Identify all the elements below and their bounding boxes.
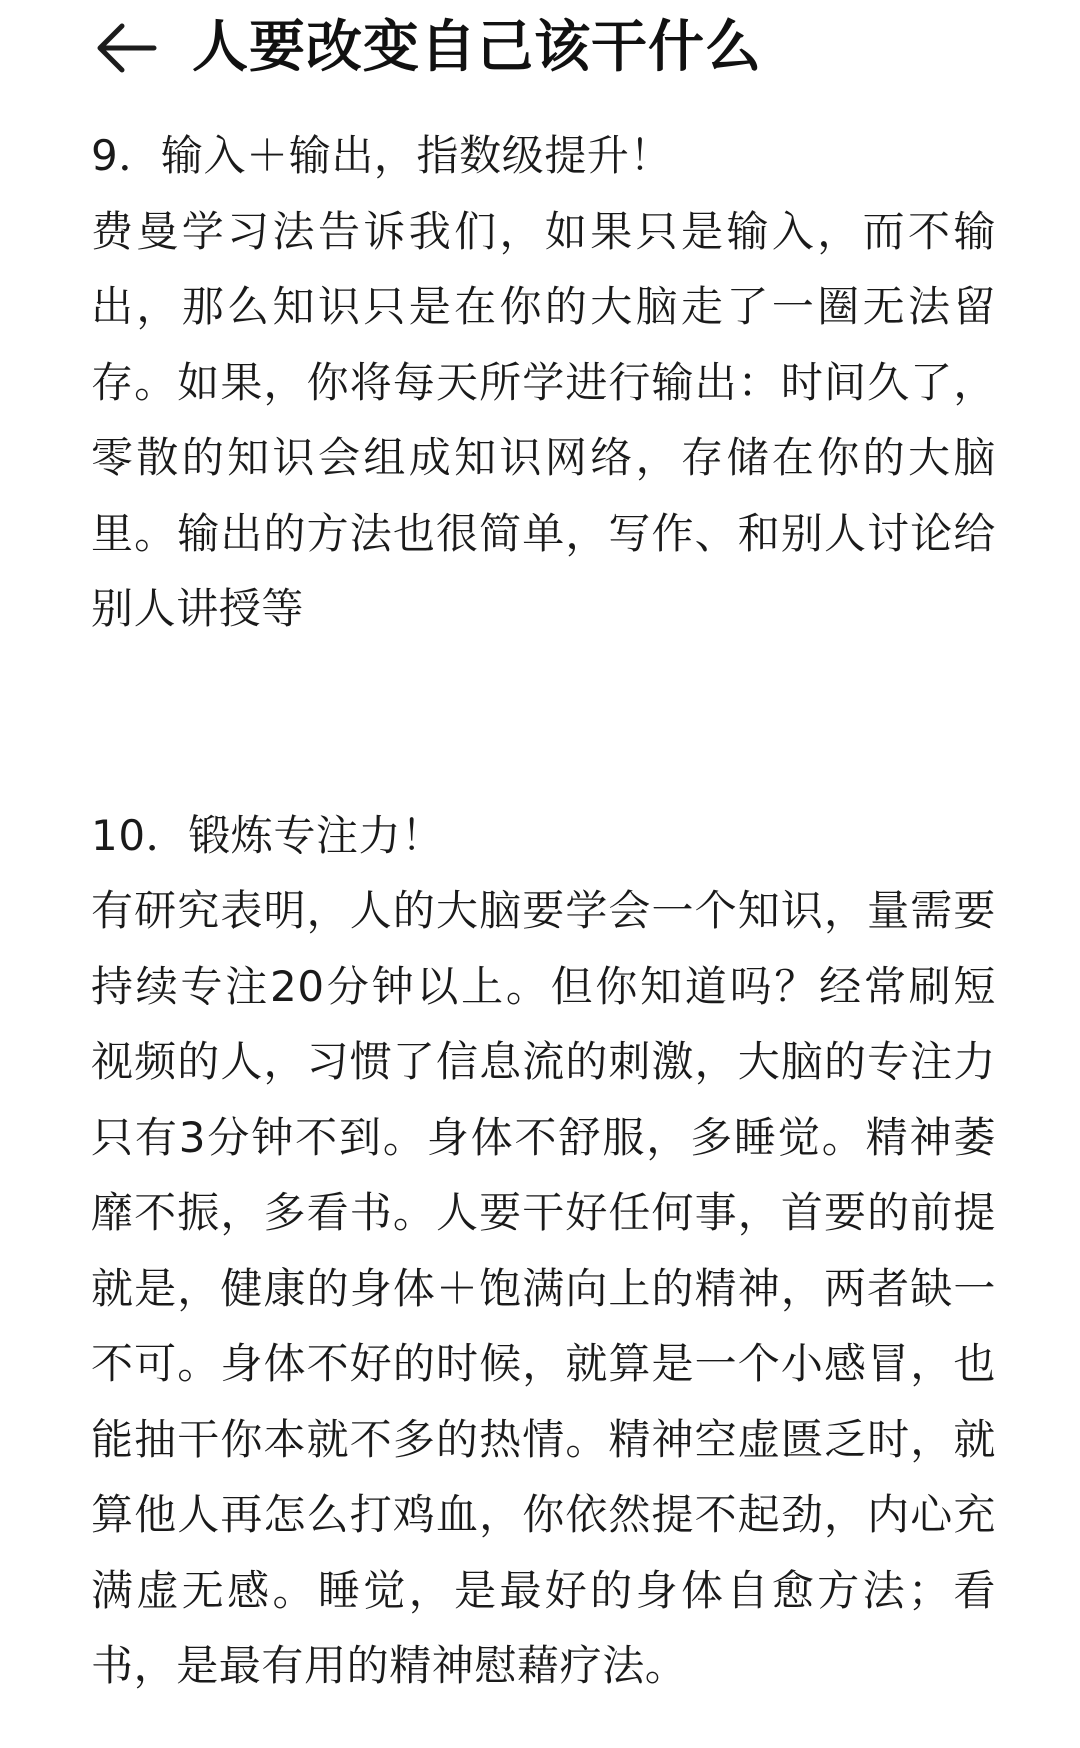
page-title: 人要改变自己该干什么: [192, 15, 762, 80]
section-body: 有研究表明，人的大脑要学会一个知识，量需要持续专注20分钟以上。但你知道吗？经常刷短视频的人，习惯了信息流的刺激，大脑的专注力只有3分钟不到。身体不舒服，多睡觉。精神萎靡不振，多看书。人要干好任何事，首要的前提就是，健康的身体＋饱满向上的精神，两者缺一不可。身体不好的时候，就算是一个小感冒，也能抽干你本就不多的热情。精神空虚匮乏时，就算他人再怎么打鸡血，你依然提不起劲，内心充满虚无感。睡觉，是最好的身体自愈方法；看书，是最有用的精神慰藉疗法。: [91, 886, 996, 1690]
top-bar: [0, 0, 1080, 96]
section-heading: 10．锻炼专注力！: [91, 810, 444, 860]
article-content: [91, 118, 996, 1704]
arrow-left-icon: [90, 12, 162, 84]
section-spacer: [91, 647, 996, 798]
section-body: 费曼学习法告诉我们，如果只是输入，而不输出，那么知识只是在你的大脑走了一圈无法留存。如果，你将每天所学进行输出：时间久了，零散的知识会组成知识网络，存储在你的大脑里。输出的方法也很简单，写作、和别人讨论给别人讲授等: [91, 206, 996, 633]
section-heading: 9．输入＋输出，指数级提升！: [91, 131, 673, 180]
article-section: [91, 798, 996, 1704]
article-section: [91, 118, 996, 647]
back-button[interactable]: [90, 12, 162, 84]
